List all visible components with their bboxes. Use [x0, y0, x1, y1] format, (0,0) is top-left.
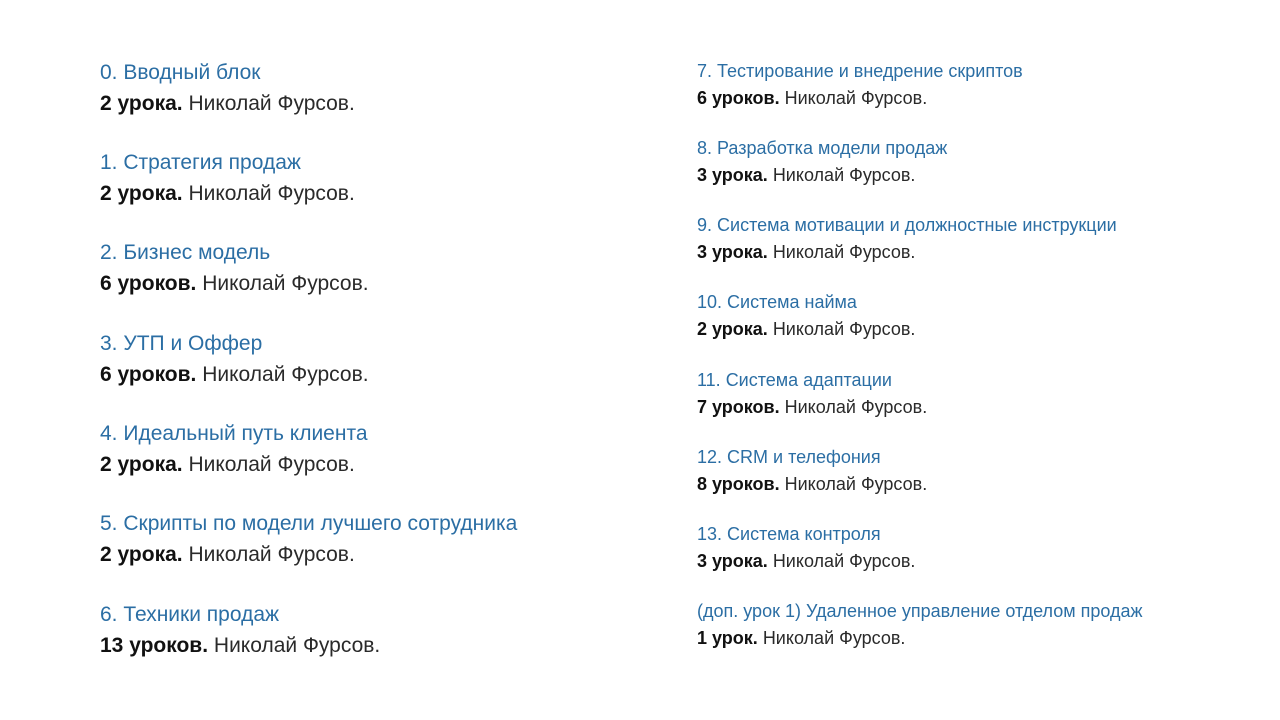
author-name: Николай Фурсов.	[772, 319, 916, 339]
lesson-count: 2 урока.	[100, 453, 183, 476]
author-name: Николай Фурсов.	[784, 88, 928, 108]
author-name: Николай Фурсов.	[188, 92, 355, 115]
lesson-count: 2 урока.	[100, 182, 183, 205]
module-meta	[100, 182, 355, 206]
module-meta	[100, 453, 368, 477]
lesson-count: 8 уроков.	[697, 474, 780, 494]
author-name: Николай Фурсов.	[772, 165, 916, 185]
module-title: 4. Идеальный путь клиента	[100, 422, 368, 445]
module-title: 3. УТП и Оффер	[100, 332, 263, 355]
module-title: 8. Разработка модели продаж	[697, 138, 948, 158]
course-module	[100, 603, 380, 658]
lesson-count: 1 урок.	[697, 628, 758, 648]
course-module	[100, 61, 355, 116]
course-module	[100, 512, 517, 567]
module-meta	[697, 319, 915, 340]
module-title: (доп. урок 1) Удаленное управление отделом продаж	[697, 601, 1143, 621]
lesson-count: 13 уроков.	[100, 634, 209, 657]
author-name: Николай Фурсов.	[762, 628, 906, 648]
module-title: 11. Система адаптации	[697, 370, 892, 390]
module-title: 6. Техники продаж	[100, 603, 280, 626]
module-title: 10. Система найма	[697, 292, 857, 312]
author-name: Николай Фурсов.	[202, 272, 369, 295]
module-meta	[697, 88, 1023, 109]
author-name: Николай Фурсов.	[188, 182, 355, 205]
course-module	[100, 151, 355, 206]
lesson-count: 3 урока.	[697, 551, 768, 571]
module-title: 5. Скрипты по модели лучшего сотрудника	[100, 512, 518, 535]
author-name: Николай Фурсов.	[202, 363, 369, 386]
lesson-count: 2 урока.	[697, 319, 768, 339]
module-meta	[697, 628, 1143, 649]
author-name: Николай Фурсов.	[784, 397, 928, 417]
module-meta	[100, 543, 517, 567]
module-meta	[697, 551, 915, 572]
module-meta	[100, 272, 369, 296]
lesson-count: 7 уроков.	[697, 397, 780, 417]
author-name: Николай Фурсов.	[213, 634, 381, 657]
module-meta	[100, 363, 369, 387]
lesson-count: 6 уроков.	[697, 88, 780, 108]
course-module	[697, 292, 915, 340]
module-meta	[100, 634, 380, 658]
course-module	[100, 422, 368, 477]
module-meta	[697, 165, 947, 186]
course-module	[697, 215, 1117, 263]
module-title: 13. Система контроля	[697, 524, 881, 544]
module-title: 2. Бизнес модель	[100, 241, 271, 264]
module-meta	[697, 242, 1117, 263]
author-name: Николай Фурсов.	[188, 543, 355, 566]
module-title: 0. Вводный блок	[100, 61, 261, 84]
author-name: Николай Фурсов.	[188, 453, 355, 476]
lesson-count: 3 урока.	[697, 242, 768, 262]
module-title: 12. CRM и телефония	[697, 447, 881, 467]
course-module	[697, 601, 1143, 649]
course-module	[697, 138, 947, 186]
author-name: Николай Фурсов.	[784, 474, 928, 494]
course-module	[100, 332, 369, 387]
author-name: Николай Фурсов.	[772, 551, 916, 571]
module-meta	[697, 474, 927, 495]
lesson-count: 6 уроков.	[100, 363, 197, 386]
course-module	[697, 370, 927, 418]
lesson-count: 2 урока.	[100, 543, 183, 566]
course-module	[697, 447, 927, 495]
lesson-count: 6 уроков.	[100, 272, 197, 295]
lesson-count: 3 урока.	[697, 165, 768, 185]
course-module	[697, 61, 1023, 109]
module-meta	[100, 92, 355, 116]
module-title: 9. Система мотивации и должностные инструкции	[697, 215, 1117, 235]
author-name: Николай Фурсов.	[772, 242, 916, 262]
course-module	[100, 241, 369, 296]
module-meta	[697, 397, 927, 418]
module-title: 1. Стратегия продаж	[100, 151, 301, 174]
module-title: 7. Тестирование и внедрение скриптов	[697, 61, 1023, 81]
course-module	[697, 524, 915, 572]
lesson-count: 2 урока.	[100, 92, 183, 115]
